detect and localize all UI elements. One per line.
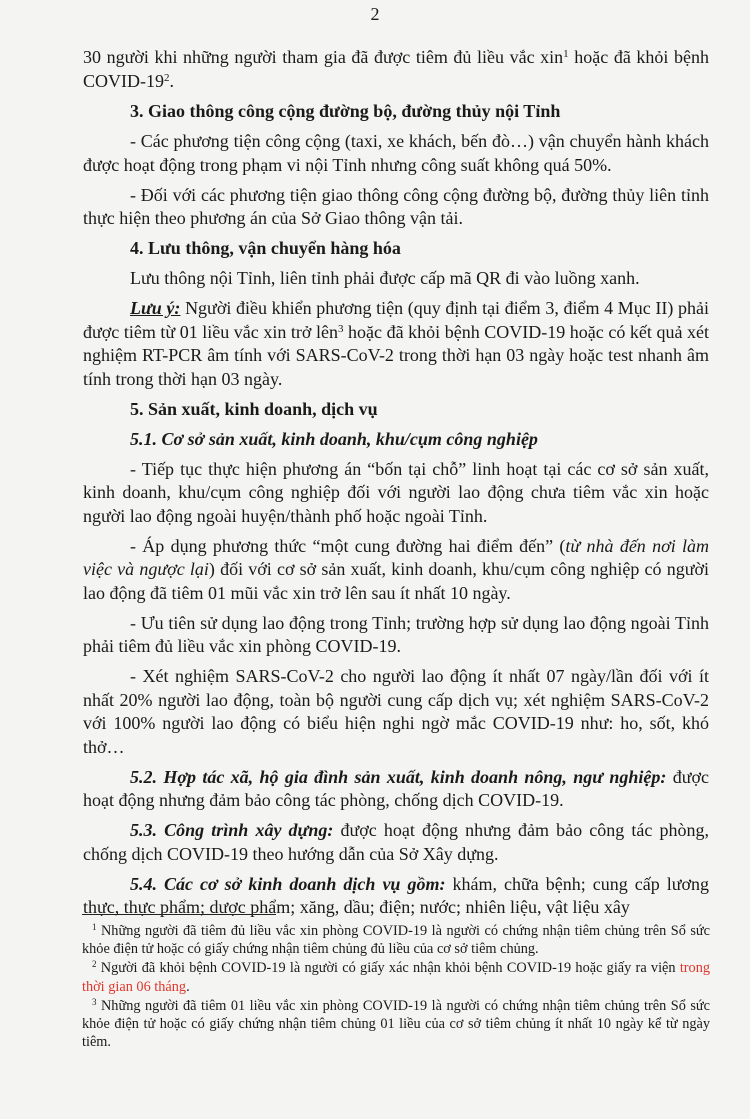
footnote-mark: 2 [92,959,97,970]
heading-5-4: 5.4. Các cơ sở kinh doanh dịch vụ gồm: [130,873,446,894]
text-run: được hoạt động nhưng đảm bảo công tác phòng, chống dịch COVID-19 theo hướng dẫn của Sở Xây dựng. [83,820,709,864]
text-run: 30 người khi những người tham gia đã được tiêm đủ liều vắc xin [83,47,564,67]
paragraph-qr-code: Lưu thông nội Tỉnh, liên tỉnh phải được cấp mã QR đi vào luồng xanh. [130,268,640,288]
text-run: hoặc đã khỏi bệnh COVID-19 hoặc có kết quả xét nghiệm RT-PCR âm tính với SARS-CoV-2 trong thời hạn 03 ngày hoặc test nhanh âm tính trong thời hạn 03 ngày. [83,321,709,389]
document-body [83,46,709,926]
heading-4: 4. Lưu thông, vận chuyển hàng hóa [130,238,401,258]
paragraph-5-4 [83,873,709,920]
text-run: . [169,70,174,91]
text-run: hoặc đã khỏi bệnh COVID-19 [83,47,709,91]
footnotes [82,922,710,1052]
paragraph-one-route [83,535,709,606]
footnote-1 [82,922,710,958]
footnote-text: Những người đã tiêm 01 liều vắc xin phòng COVID-19 là người có chứng nhận tiêm chủng trên Sổ sức khỏe điện tử hoặc có giấy chứng nhận tiêm chủng 01 liều của cơ sở tiêm chủng ít nhất 10 ngày kể từ ngày tiêm. [82,997,710,1051]
heading-5-2: 5.2. Hợp tác xã, hộ gia đình sản xuất, kinh doanh nông, ngư nghiệp: [130,766,667,787]
text-run: khám, chữa bệnh; cung cấp lương thực, thực phẩm; dược phẩm; xăng, dầu; điện; nước; nhiên liệu, vật liệu xây [83,873,709,917]
paragraph-testing: - Xét nghiệm SARS-CoV-2 cho người lao động ít nhất 07 ngày/lần đối với ít nhất 20% người lao động, toàn bộ người cung cấp dịch vụ; xét nghiệm SARS-CoV-2 với 100% người lao động có biểu hiện nghi ngờ mắc COVID-19 như: ho, sốt, khó thở… [83,666,709,757]
note-label: Lưu ý: [130,298,181,318]
footnote-text: . [186,978,190,995]
text-run: - Áp dụng phương thức “một cung đường hai điểm đến” ( [130,535,566,556]
heading-3: 3. Giao thông công cộng đường bộ, đường thủy nội Tỉnh [130,101,561,121]
footnote-text: Những người đã tiêm đủ liều vắc xin phòng COVID-19 là người có chứng nhận tiêm chủng trên Sổ sức khỏe điện tử hoặc có giấy chứng nhận tiêm chủng đủ liều của cơ sở tiêm chủng. [82,923,710,958]
paragraph-continuation [83,46,709,93]
footnote-ref-3[interactable]: 3 [337,322,344,335]
heading-5: 5. Sản xuất, kinh doanh, dịch vụ [130,398,378,419]
text-run: được hoạt động nhưng đảm bảo công tác phòng, chống dịch COVID-19. [83,766,710,810]
text-run: ) đối với cơ sở sản xuất, kinh doanh, khu/cụm công nghiệp có người lao động đã tiêm 01 mũi vắc xin trở lên sau ít nhất 10 ngày. [83,559,710,603]
footnote-ref-2[interactable]: 2 [164,71,170,84]
footnote-mark: 3 [92,996,97,1007]
heading-5-1: 5.1. Cơ sở sản xuất, kinh doanh, khu/cụm công nghiệp [130,428,538,449]
paragraph-priority-labor: - Ưu tiên sử dụng lao động trong Tỉnh; trường hợp sử dụng lao động ngoài Tỉnh phải tiêm đủ liều vắc xin phòng COVID-19. [83,612,709,656]
heading-5-3: 5.3. Công trình xây dựng: [130,820,334,840]
footnote-text: Người đã khỏi bệnh COVID-19 là người có giấy xác nhận khỏi bệnh COVID-19 hoặc giấy ra viện [96,960,680,977]
footnote-ref-1[interactable]: 1 [563,48,569,60]
text-run: Người điều khiển phương tiện (quy định tại điểm 3, điểm 4 Mục II) phải được tiêm từ 01 liều vắc xin trở lên [83,298,709,342]
paragraph-interprovincial-transport: - Đối với các phương tiện giao thông công cộng đường bộ, đường thủy liên tỉnh thực hiện theo phương án của Sở Giao thông vận tải. [83,184,709,228]
paragraph-four-on-site: - Tiếp tục thực hiện phương án “bốn tại chỗ” linh hoạt tại các cơ sở sản xuất, kinh doanh, khu/cụm công nghiệp đối với người lao động chưa tiêm vắc xin hoặc người lao động ngoài huyện/thành phố hoặc ngoài Tỉnh. [83,458,709,526]
footnote-mark: 1 [92,922,97,932]
footnote-divider [82,914,276,915]
text-run-italic: từ nhà đến nơi làm việc và ngược lại [83,535,709,579]
paragraph-5-2 [83,766,709,813]
footnote-2 [82,959,710,995]
paragraph-5-3 [83,819,709,866]
paragraph-public-transport: - Các phương tiện công cộng (taxi, xe khách, bến đò…) vận chuyển hành khách được hoạt động trong phạm vi nội Tỉnh nhưng công suất không quá 50%. [83,131,709,175]
paragraph-note [83,297,709,391]
page-number: 2 [370,4,380,24]
footnote-3 [82,997,710,1052]
footnote-highlight: trong thời gian 06 tháng [82,960,710,995]
